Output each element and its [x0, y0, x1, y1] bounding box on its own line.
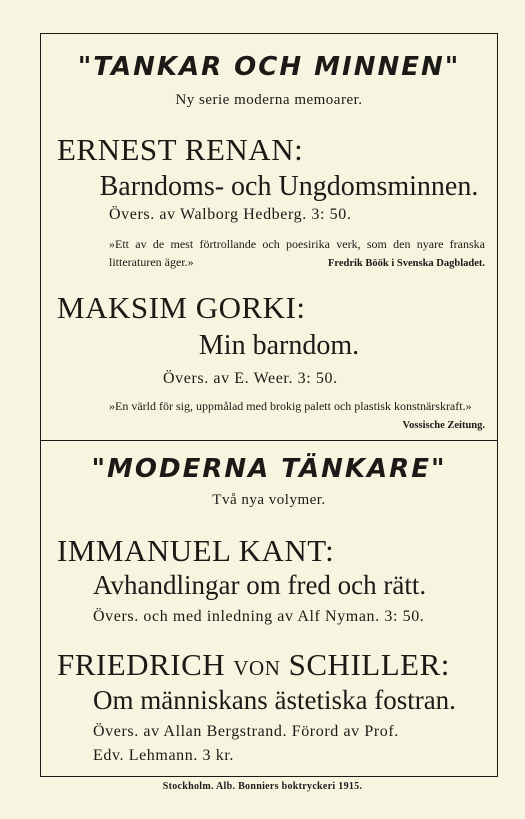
author-particle: VON [233, 656, 281, 680]
translation-kant: Övers. och med inledning av Alf Nyman. 3: 50. [93, 608, 425, 625]
quote-text: »En värld för sig, uppmålad med brokig palett och plastisk konstnärskraft.» [109, 399, 472, 413]
review-quote-gorki [109, 397, 485, 435]
book-title-gorki: Min barndom. [198, 330, 360, 361]
series-subheading: Två nya volymer. [212, 492, 326, 508]
translation-schiller-line1: Övers. av Allan Bergstrand. Förord av Prof. [93, 723, 399, 740]
translation-schiller-line2: Edv. Lehmann. 3 kr. [93, 747, 235, 764]
author-last-name: SCHILLER: [288, 647, 450, 682]
book-title-schiller: Om människans ästetiska fostran. [93, 685, 456, 715]
series-heading-moderna: "MODERNA TÄNKARE" [91, 454, 447, 484]
series-subheading: Ny serie moderna memoarer. [175, 92, 363, 108]
quote-source: Fredrik Böök i Svenska Dagbladet. [327, 258, 485, 269]
page-border [40, 33, 498, 777]
author-kant: IMMANUEL KANT: [57, 533, 335, 568]
section-divider [41, 440, 497, 441]
series-heading-tankar: "TANKAR OCH MINNEN" [77, 52, 461, 82]
quote-text: »Ett av de mest förtrollande och poesirika verk, som den nyare franska litteraturen äger.» [109, 237, 485, 269]
translation-gorki: Övers. av E. Weer. 3: 50. [163, 370, 338, 387]
printer-imprint: Stockholm. Alb. Bonniers boktryckeri 1915. [162, 781, 363, 792]
author-schiller [57, 647, 450, 683]
author-first-name: FRIEDRICH [57, 647, 226, 682]
author-gorki: MAKSIM GORKI: [57, 290, 306, 325]
book-title-kant: Avhandlingar om fred och rätt. [93, 570, 427, 600]
review-quote-renan [109, 235, 485, 273]
book-title-renan: Barndoms- och Ungdomsminnen. [99, 171, 479, 202]
author-renan: ERNEST RENAN: [57, 132, 304, 167]
quote-source: Vossische Zeitung. [402, 420, 485, 431]
translation-renan: Övers. av Walborg Hedberg. 3: 50. [109, 206, 352, 223]
